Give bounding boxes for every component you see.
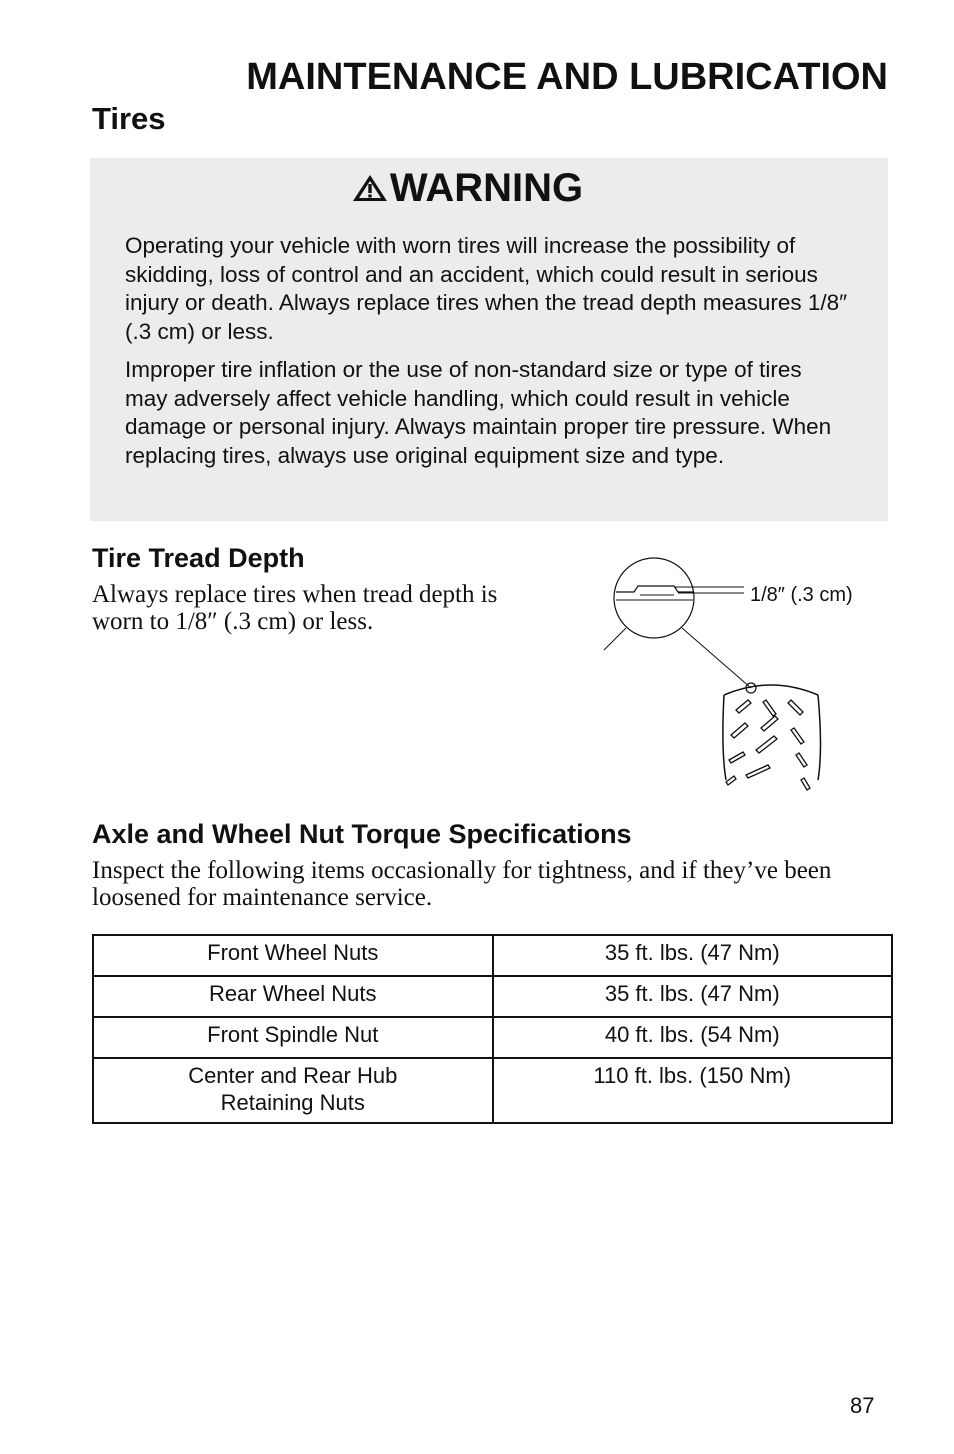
torque-value: 35 ft. lbs. (47 Nm) [493, 935, 893, 976]
torque-item: Front Spindle Nut [93, 1017, 493, 1058]
tread-depth-label: 1/8″ (.3 cm) [750, 584, 853, 606]
torque-text: Inspect the following items occasionally for tightness, and if they’ve been loosened for maintenance service. [92, 857, 832, 911]
torque-item: Center and Rear Hub Retaining Nuts [93, 1058, 493, 1123]
table-row [93, 976, 892, 1017]
section-title: Tires [92, 101, 166, 136]
torque-item: Rear Wheel Nuts [93, 976, 493, 1017]
torque-value: 35 ft. lbs. (47 Nm) [493, 976, 893, 1017]
warning-heading [125, 166, 850, 211]
warning-box [90, 158, 888, 521]
torque-value: 40 ft. lbs. (54 Nm) [493, 1017, 893, 1058]
warning-title: WARNING [389, 166, 584, 210]
tread-depth-heading: Tire Tread Depth [92, 543, 305, 573]
warning-triangle-icon [352, 174, 388, 202]
torque-spec-table [92, 934, 893, 1124]
warning-paragraph: Operating your vehicle with worn tires will increase the possibility of skidding, loss of control and an accident, which could result in serious injury or death. Always replace tires when the tread depth measures 1/8″ (.3 cm) or less. [125, 233, 848, 344]
torque-item: Front Wheel Nuts [93, 935, 493, 976]
table-row [93, 935, 892, 976]
torque-value: 110 ft. lbs. (150 Nm) [493, 1058, 893, 1123]
table-row [93, 1058, 892, 1123]
chapter-title: MAINTENANCE AND LUBRICATION [246, 56, 888, 98]
torque-heading: Axle and Wheel Nut Torque Specifications [92, 819, 632, 849]
warning-paragraph: Improper tire inflation or the use of non-standard size or type of tires may adversely affect vehicle handling, which could result in vehicle damage or personal injury. Always maintain proper tire pressure. When replacing tires, always use original equipment size and type. [125, 357, 832, 468]
page-number: 87 [850, 1393, 875, 1418]
table-row [93, 1017, 892, 1058]
tread-depth-text: Always replace tires when tread depth is worn to 1/8″ (.3 cm) or less. [92, 581, 498, 635]
